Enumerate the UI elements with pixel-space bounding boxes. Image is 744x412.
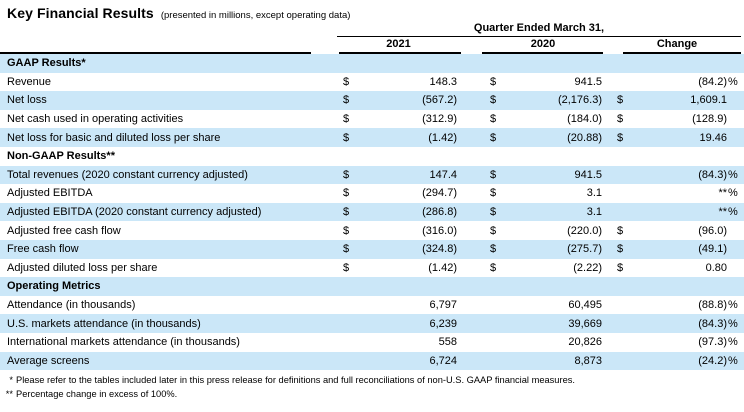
dollar-sign: $ <box>343 243 350 256</box>
cell-change <box>613 76 744 88</box>
table-row <box>0 240 744 259</box>
cell-value: (184.0) <box>567 113 602 126</box>
cell-value: (49.1) <box>698 243 727 256</box>
row-label: Adjusted free cash flow <box>7 224 121 237</box>
cell-value: 39,669 <box>568 317 602 330</box>
dollar-sign: $ <box>343 113 350 126</box>
cell-value: (1.42) <box>428 261 457 274</box>
table-row <box>0 91 744 110</box>
cell-value: 3.1 <box>586 206 602 219</box>
footnote-percentage-change <box>0 388 744 402</box>
dollar-sign: $ <box>490 261 497 274</box>
dollar-sign: $ <box>490 187 497 200</box>
cell-change <box>613 169 744 181</box>
cell-2020 <box>482 169 604 181</box>
cell-value: (20.88) <box>567 131 602 144</box>
dollar-sign: $ <box>490 168 497 181</box>
dollar-sign: $ <box>490 224 497 237</box>
table-row <box>0 333 744 352</box>
table-row <box>0 203 744 222</box>
percent-suffix: % <box>728 75 738 88</box>
cell-value: (316.0) <box>422 224 457 237</box>
dollar-sign: $ <box>617 261 624 274</box>
cell-2021 <box>337 318 460 330</box>
column-header-2021: 2021 <box>386 38 411 50</box>
cell-value: (567.2) <box>422 94 457 107</box>
dollar-sign: $ <box>343 261 350 274</box>
cell-value: 3.1 <box>586 187 602 200</box>
row-label: U.S. markets attendance (in thousands) <box>7 317 201 330</box>
column-header-change: Change <box>656 38 698 50</box>
cell-value: (312.9) <box>422 113 457 126</box>
cell-2020 <box>482 243 604 255</box>
cell-change <box>613 336 744 348</box>
cell-value: 148.3 <box>429 75 457 88</box>
cell-2021 <box>337 336 460 348</box>
cell-value: 8,873 <box>574 354 602 367</box>
cell-value: (2.22) <box>573 261 602 274</box>
cell-2020 <box>482 336 604 348</box>
cell-2020 <box>482 187 604 199</box>
cell-value: (84.2) <box>698 75 727 88</box>
cell-2020 <box>482 318 604 330</box>
dollar-sign: $ <box>617 94 624 107</box>
spanner-underline <box>337 36 741 38</box>
percent-suffix: % <box>728 336 738 349</box>
row-label: GAAP Results* <box>7 57 86 70</box>
cell-value: (97.3) <box>698 336 727 349</box>
row-label: Attendance (in thousands) <box>7 299 136 312</box>
cell-2021 <box>337 113 460 125</box>
dollar-sign: $ <box>490 243 497 256</box>
cell-value: 6,797 <box>429 299 457 312</box>
percent-suffix: % <box>728 317 738 330</box>
dollar-sign: $ <box>343 168 350 181</box>
cell-value: (24.2) <box>698 354 727 367</box>
footnote-marker: ** <box>5 388 13 399</box>
cell-change <box>613 262 744 274</box>
section-header-row <box>0 54 744 73</box>
dollar-sign: $ <box>490 113 497 126</box>
cell-2021 <box>337 243 460 255</box>
cell-value: 1,609.1 <box>690 94 727 107</box>
cell-2021 <box>337 76 460 88</box>
cell-2021 <box>337 225 460 237</box>
page-title: Key Financial Results <box>7 5 154 21</box>
table-rows <box>0 54 744 370</box>
cell-2021 <box>337 94 460 106</box>
dollar-sign: $ <box>343 224 350 237</box>
cell-2021 <box>337 206 460 218</box>
table-row <box>0 184 744 203</box>
cell-change <box>613 132 744 144</box>
cell-2020 <box>482 262 604 274</box>
dollar-sign: $ <box>490 94 497 107</box>
row-label: Adjusted EBITDA <box>7 187 93 200</box>
table-row <box>0 73 744 92</box>
cell-change <box>613 187 744 199</box>
table-row <box>0 352 744 371</box>
cell-value: 20,826 <box>568 336 602 349</box>
cell-value: (96.0) <box>698 224 727 237</box>
table-row <box>0 110 744 129</box>
dollar-sign: $ <box>617 224 624 237</box>
cell-value: (1.42) <box>428 131 457 144</box>
cell-value: 19.46 <box>699 131 727 144</box>
footnote-marker: * <box>9 375 13 386</box>
dollar-sign: $ <box>343 187 350 200</box>
row-label: Net loss for basic and diluted loss per share <box>7 131 221 144</box>
dollar-sign: $ <box>490 75 497 88</box>
cell-value: (286.8) <box>422 206 457 219</box>
cell-value: (84.3) <box>698 317 727 330</box>
percent-suffix: % <box>728 168 738 181</box>
row-label: Adjusted diluted loss per share <box>7 261 158 274</box>
spanner-header-quarter-ended: Quarter Ended March 31, <box>473 22 605 34</box>
row-label: Average screens <box>7 354 90 367</box>
page-subtitle: (presented in millions, except operating data) <box>160 10 351 21</box>
cell-value: 941.5 <box>574 75 602 88</box>
dollar-sign: $ <box>490 206 497 219</box>
cell-change <box>613 94 744 106</box>
cell-2020 <box>482 76 604 88</box>
cell-value: (294.7) <box>422 187 457 200</box>
row-label: International markets attendance (in thousands) <box>7 336 240 349</box>
cell-value: (128.9) <box>692 113 727 126</box>
cell-value: ** <box>718 206 727 219</box>
percent-suffix: % <box>728 354 738 367</box>
cell-2020 <box>482 225 604 237</box>
table-row <box>0 221 744 240</box>
percent-suffix: % <box>728 206 738 219</box>
cell-change <box>613 206 744 218</box>
cell-2020 <box>482 132 604 144</box>
cell-2021 <box>337 262 460 274</box>
footnote-reconciliations <box>0 374 744 388</box>
table-header <box>0 0 744 54</box>
footnotes <box>0 374 744 401</box>
percent-suffix: % <box>728 299 738 312</box>
table-row <box>0 314 744 333</box>
dollar-sign: $ <box>617 243 624 256</box>
cell-2020 <box>482 94 604 106</box>
cell-value: (2,176.3) <box>557 94 602 107</box>
dollar-sign: $ <box>490 131 497 144</box>
cell-2021 <box>337 132 460 144</box>
cell-change <box>613 318 744 330</box>
cell-2020 <box>482 206 604 218</box>
table-row <box>0 259 744 278</box>
cell-value: 6,239 <box>429 317 457 330</box>
cell-change <box>613 225 744 237</box>
title-row <box>7 5 350 21</box>
row-label: Free cash flow <box>7 243 79 256</box>
cell-value: 941.5 <box>574 168 602 181</box>
dollar-sign: $ <box>343 94 350 107</box>
row-label: Adjusted EBITDA (2020 constant currency adjusted) <box>7 206 262 219</box>
row-label: Net loss <box>7 94 47 107</box>
cell-2021 <box>337 299 460 311</box>
cell-value: 6,724 <box>429 354 457 367</box>
cell-value: (324.8) <box>422 243 457 256</box>
cell-2020 <box>482 299 604 311</box>
dollar-sign: $ <box>617 113 624 126</box>
percent-suffix: % <box>728 187 738 200</box>
row-label: Net cash used in operating activities <box>7 113 184 126</box>
cell-2020 <box>482 113 604 125</box>
dollar-sign: $ <box>343 206 350 219</box>
row-label: Non-GAAP Results** <box>7 150 115 163</box>
column-header-2020: 2020 <box>530 38 556 50</box>
table-row <box>0 128 744 147</box>
cell-value: (84.3) <box>698 168 727 181</box>
cell-value: 147.4 <box>429 168 457 181</box>
cell-2020 <box>482 355 604 367</box>
dollar-sign: $ <box>343 75 350 88</box>
table-row <box>0 166 744 185</box>
cell-value: (220.0) <box>567 224 602 237</box>
cell-change <box>613 243 744 255</box>
row-label: Revenue <box>7 75 52 88</box>
cell-value: 60,495 <box>568 299 602 312</box>
section-header-row <box>0 147 744 166</box>
footnote-text: Please refer to the tables included later in this press release for definitions and full reconciliations of non-U.S. GAAP financial measures. <box>16 375 575 386</box>
cell-value: (88.8) <box>698 299 727 312</box>
cell-change <box>613 299 744 311</box>
row-label: Operating Metrics <box>7 280 101 293</box>
cell-value: ** <box>718 187 727 200</box>
cell-value: 0.80 <box>705 261 727 274</box>
row-label: Total revenues (2020 constant currency adjusted) <box>7 168 248 181</box>
table-row <box>0 296 744 315</box>
section-header-row <box>0 277 744 296</box>
dollar-sign: $ <box>617 131 624 144</box>
cell-value: 558 <box>438 336 457 349</box>
cell-change <box>613 355 744 367</box>
cell-2021 <box>337 355 460 367</box>
cell-2021 <box>337 187 460 199</box>
cell-change <box>613 113 744 125</box>
cell-2021 <box>337 169 460 181</box>
dollar-sign: $ <box>343 131 350 144</box>
cell-value: (275.7) <box>567 243 602 256</box>
footnote-text: Percentage change in excess of 100%. <box>16 388 178 399</box>
